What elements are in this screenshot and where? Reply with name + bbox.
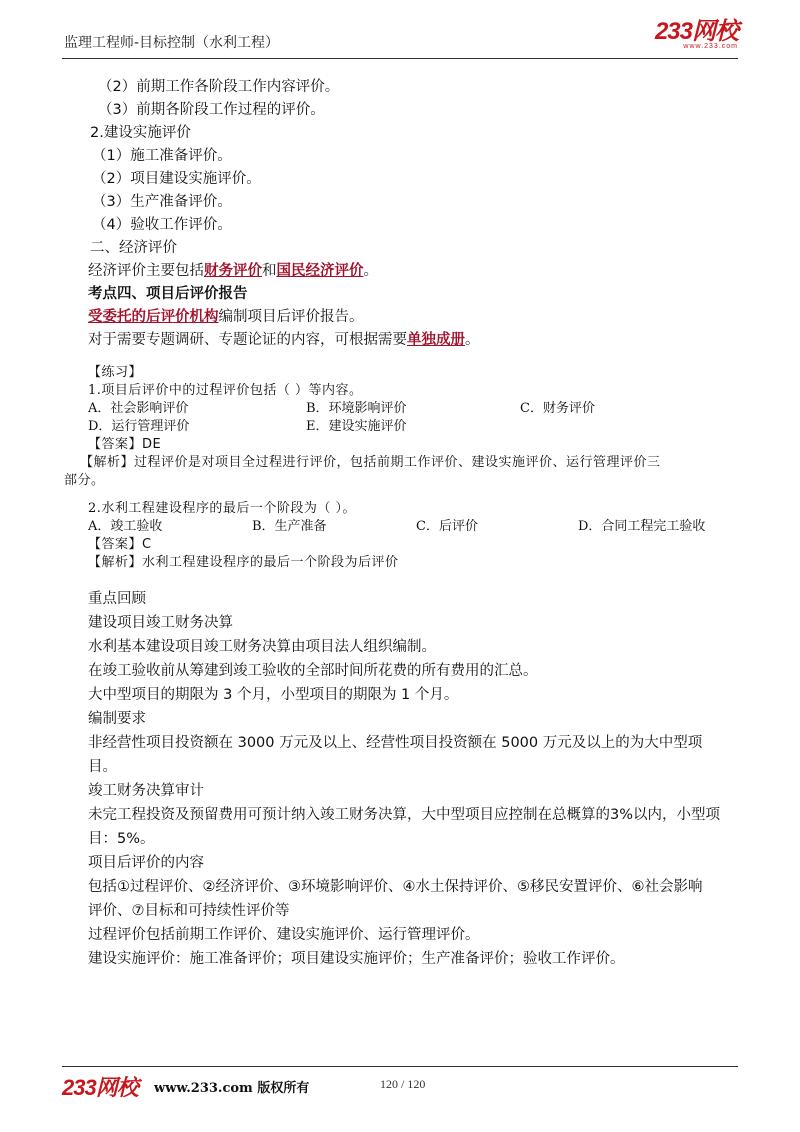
brand-logo[interactable] <box>655 20 738 50</box>
q2-option-a: A．竣工验收 <box>88 519 163 534</box>
q2-option-d: D．合同工程完工验收 <box>578 519 706 534</box>
q2-option-c: C．后评价 <box>416 519 478 534</box>
practice-heading: 【练习】 <box>88 365 143 380</box>
text-line: （2）前期工作各阶段工作内容评价。 <box>98 79 340 95</box>
q1-analysis <box>80 454 661 472</box>
review-line: 在竣工验收前从筹建到竣工验收的全部时间所花费的所有费用的汇总。 <box>88 663 538 679</box>
document-title: 监理工程师-目标控制（水利工程） <box>64 35 280 51</box>
q2-option-b: B．生产准备 <box>252 519 327 534</box>
highlight-term: 受委托的后评价机构 <box>88 309 219 325</box>
answer-label: 【答案】 <box>88 537 143 552</box>
review-line: 竣工财务决算审计 <box>88 783 204 799</box>
text-fragment: 和 <box>262 263 277 279</box>
highlight-term: 单独成册 <box>407 332 465 348</box>
text-line <box>88 260 378 282</box>
analysis-text: 过程评价是对项目全过程进行评价，包括前期工作评价、建设实施评价、运行管理评价三 <box>134 455 661 470</box>
page-header <box>62 18 738 59</box>
text-fragment: 编制项目后评价报告。 <box>218 309 364 325</box>
answer-value: C <box>142 537 152 552</box>
page-footer <box>62 1066 738 1100</box>
text-line: （4）验收工作评价。 <box>92 217 232 233</box>
text-line <box>88 329 480 351</box>
review-line: 目。 <box>88 759 117 775</box>
text-fragment: 经济评价主要包括 <box>88 263 204 279</box>
q1-option-a: A．社会影响评价 <box>88 401 189 416</box>
review-line: 项目后评价的内容 <box>88 855 204 871</box>
review-line: 大中型项目的期限为 3 个月，小型项目的期限为 1 个月。 <box>88 687 459 703</box>
page-number: 120 / 120 <box>380 1077 426 1091</box>
footer-copyright: www.233.com 版权所有 <box>154 1081 310 1096</box>
q1-analysis-cont: 部分。 <box>64 473 105 488</box>
question-2: 2.水利工程建设程序的最后一个阶段为（ ）。 <box>88 501 357 516</box>
answer-value: DE <box>142 437 162 452</box>
q1-option-b: B．环境影响评价 <box>306 401 407 416</box>
question-1: 1.项目后评价中的过程评价包括（ ）等内容。 <box>88 383 363 398</box>
topic-heading: 考点四、项目后评价报告 <box>88 286 248 302</box>
q1-answer <box>88 436 161 454</box>
section-heading: 二、经济评价 <box>90 240 177 256</box>
review-line: 建设项目竣工财务决算 <box>88 615 233 631</box>
logo-text: 233网校 <box>654 18 738 45</box>
q1-option-c: C．财务评价 <box>520 401 595 416</box>
text-fragment: 对于需要专题调研、专题论证的内容，可根据需要 <box>88 332 407 348</box>
review-line: 水利基本建设项目竣工财务决算由项目法人组织编制。 <box>88 639 436 655</box>
text-fragment: 。 <box>363 263 378 279</box>
highlight-term: 国民经济评价 <box>276 263 364 279</box>
highlight-term: 财务评价 <box>204 263 262 279</box>
text-line: 2.建设实施评价 <box>90 125 191 141</box>
review-line: 编制要求 <box>88 711 146 727</box>
answer-label: 【答案】 <box>88 437 143 452</box>
footer-logo[interactable]: 233网校 <box>62 1075 138 1100</box>
q1-option-d: D．运行管理评价 <box>88 419 190 434</box>
logo-url: www.233.com <box>683 43 738 50</box>
text-line: （3）生产准备评价。 <box>92 194 232 210</box>
text-line: （2）项目建设实施评价。 <box>92 171 261 187</box>
text-fragment: 。 <box>465 332 480 348</box>
review-line: 非经营性项目投资额在 3000 万元及以上、经营性项目投资额在 5000 万元及以上的为大中型项 <box>88 735 703 751</box>
q2-answer <box>88 536 152 554</box>
q2-analysis <box>88 554 399 572</box>
text-line <box>88 306 364 328</box>
review-line: 建设实施评价：施工准备评价；项目建设实施评价；生产准备评价；验收工作评价。 <box>88 951 625 967</box>
review-line: 评价、⑦目标和可持续性评价等 <box>88 903 290 919</box>
text-line: （3）前期各阶段工作过程的评价。 <box>98 102 325 118</box>
analysis-label: 【解析】 <box>88 555 143 570</box>
q1-option-e: E．建设实施评价 <box>306 419 407 434</box>
review-line: 过程评价包括前期工作评价、建设实施评价、运行管理评价。 <box>88 927 480 943</box>
text-line: （1）施工准备评价。 <box>92 148 232 164</box>
review-line: 未完工程投资及预留费用可预计纳入竣工财务决算，大中型项目应控制在总概算的3%以内，小型项 <box>88 807 720 823</box>
analysis-label: 【解析】 <box>80 455 135 470</box>
review-line: 包括①过程评价、②经济评价、③环境影响评价、④水土保持评价、⑤移民安置评价、⑥社会影响 <box>88 879 703 895</box>
analysis-text: 水利工程建设程序的最后一个阶段为后评价 <box>142 555 399 570</box>
review-line: 目：5%。 <box>88 831 155 847</box>
review-heading: 重点回顾 <box>88 591 146 607</box>
